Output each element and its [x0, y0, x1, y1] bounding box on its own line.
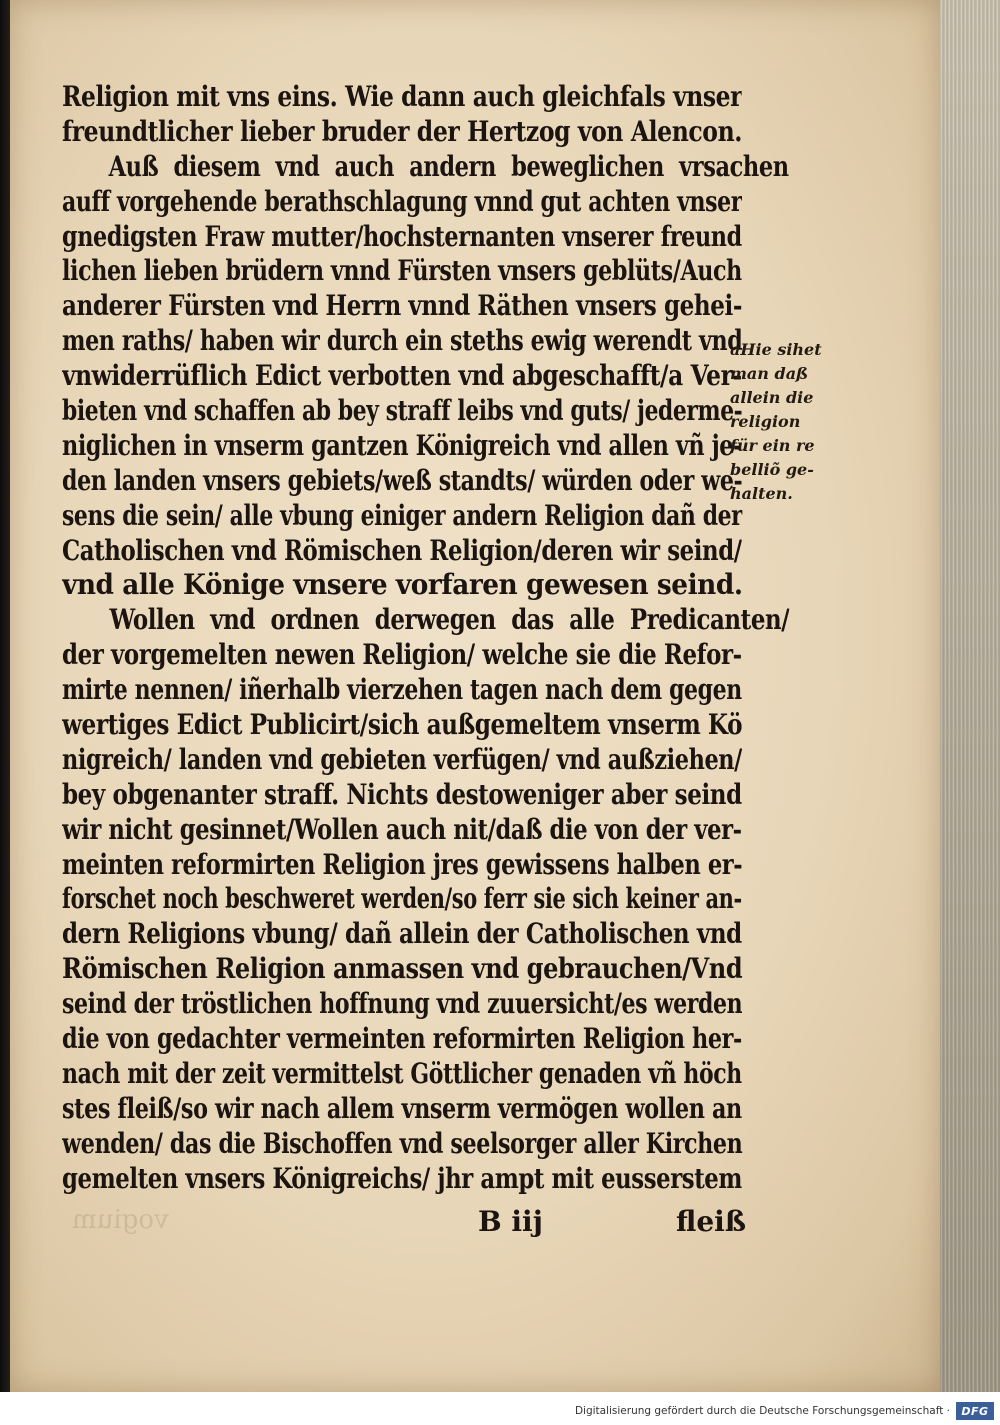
text-line: sens die sein/ alle vbung einiger andern Religion dañ der — [62, 498, 743, 532]
margin-note-line: aHie sihet — [730, 340, 822, 359]
text-line: Wollen vnd ordnen derwegen das alle Predicanten/ — [109, 603, 790, 637]
text-line: bey obgenanter straff. Nichts destoweniger aber seind — [62, 777, 742, 811]
signature-mark: B iij — [478, 1205, 543, 1238]
margin-note-line: man daß — [730, 364, 809, 383]
text-line: Auß diesem vnd auch andern beweglichen vrsachen — [108, 149, 789, 183]
text-line: men raths/ haben wir durch ein steths ewig werendt vnd — [62, 324, 743, 358]
text-line: Religion mit vns eins. Wie dann auch gleichfals vnser — [62, 80, 742, 113]
margin-note-line: belliõ ge- — [730, 460, 814, 479]
text-line: wir nicht gesinnet/Wollen auch nit/daß die von der ver- — [62, 812, 742, 846]
dfg-logo: DFG — [956, 1402, 994, 1420]
text-line: nigreich/ landen vnd gebieten verfügen/ vnd außziehen/ — [62, 742, 742, 776]
margin-note-line: allein die — [730, 388, 814, 407]
text-line: lichen lieben brüdern vnnd Fürsten vnsers geblüts/Auch — [62, 254, 742, 288]
text-line: dern Religions vbung/ dañ allein der Catholischen vnd — [62, 917, 742, 951]
margin-note-line: religion — [730, 412, 801, 431]
text-line: den landen vnsers gebiets/weß standts/ würden oder we- — [62, 463, 743, 497]
text-line: niglichen in vnserm gantzen Königreich vnd allen vñ je- — [62, 428, 742, 462]
text-line: die von gedachter vermeinten reformirten Religion her- — [62, 1022, 742, 1056]
text-line: anderer Fürsten vnd Herrn vnnd Räthen vnsers gehei- — [62, 289, 742, 323]
margin-note-line: halten. — [730, 484, 793, 503]
margin-note-line: für ein re — [730, 436, 815, 455]
text-line: meinten reformirten Religion jres gewissens halben er- — [62, 847, 743, 881]
text-line: seind der tröstlichen hoffnung vnd zuuersicht/es werden — [62, 987, 743, 1021]
text-line: wertiges Edict Publicirt/sich außgemeltem vnserm Kö — [62, 708, 742, 742]
text-line: Catholischen vnd Römischen Religion/deren wir seind/ — [62, 533, 742, 567]
marginal-note — [730, 338, 840, 506]
page-edges — [940, 0, 1000, 1392]
text-line: auff vorgehende berathschlagung vnnd gut achten vnser — [62, 184, 742, 218]
show-through-text: vogium — [72, 1205, 169, 1235]
text-line: mirte nennen/ iñerhalb vierzehen tagen nach dem gegen — [62, 673, 742, 707]
text-line: wenden/ das die Bischoffen vnd seelsorger aller Kirchen — [62, 1126, 743, 1160]
text-line: stes fleiß/so wir nach allem vnserm vermögen wollen an — [62, 1091, 742, 1125]
text-line: freundtlicher lieber bruder der Hertzog von Alencon. — [62, 114, 743, 148]
text-line: vnwiderrüflich Edict verbotten vnd abgeschafft/a Ver- — [62, 359, 742, 393]
funding-credit: Digitalisierung gefördert durch die Deutsche Forschungsgemeinschaft · — [574, 1405, 950, 1417]
catchword: fleiß — [676, 1205, 747, 1238]
text-line: vnd alle Könige vnsere vorfaren gewesen seind. — [62, 568, 743, 602]
text-line: der vorgemelten newen Religion/ welche sie die Refor- — [62, 638, 742, 672]
text-line: gemelten vnsers Königreichs/ jhr ampt mit eusserstem — [62, 1161, 742, 1195]
text-line: bieten vnd schaffen ab bey straff leibs vnd guts/ jederme- — [62, 394, 743, 428]
text-line: Römischen Religion anmassen vnd gebrauchen/Vnd — [62, 952, 743, 986]
text-line: nach mit der zeit vermittelst Göttlicher genaden vñ höch — [62, 1056, 742, 1090]
text-line: forschet noch beschweret werden/so ferr sie sich keiner an- — [62, 882, 742, 916]
text-line: gnedigsten Fraw mutter/hochsternanten vnserer freund — [62, 219, 742, 253]
